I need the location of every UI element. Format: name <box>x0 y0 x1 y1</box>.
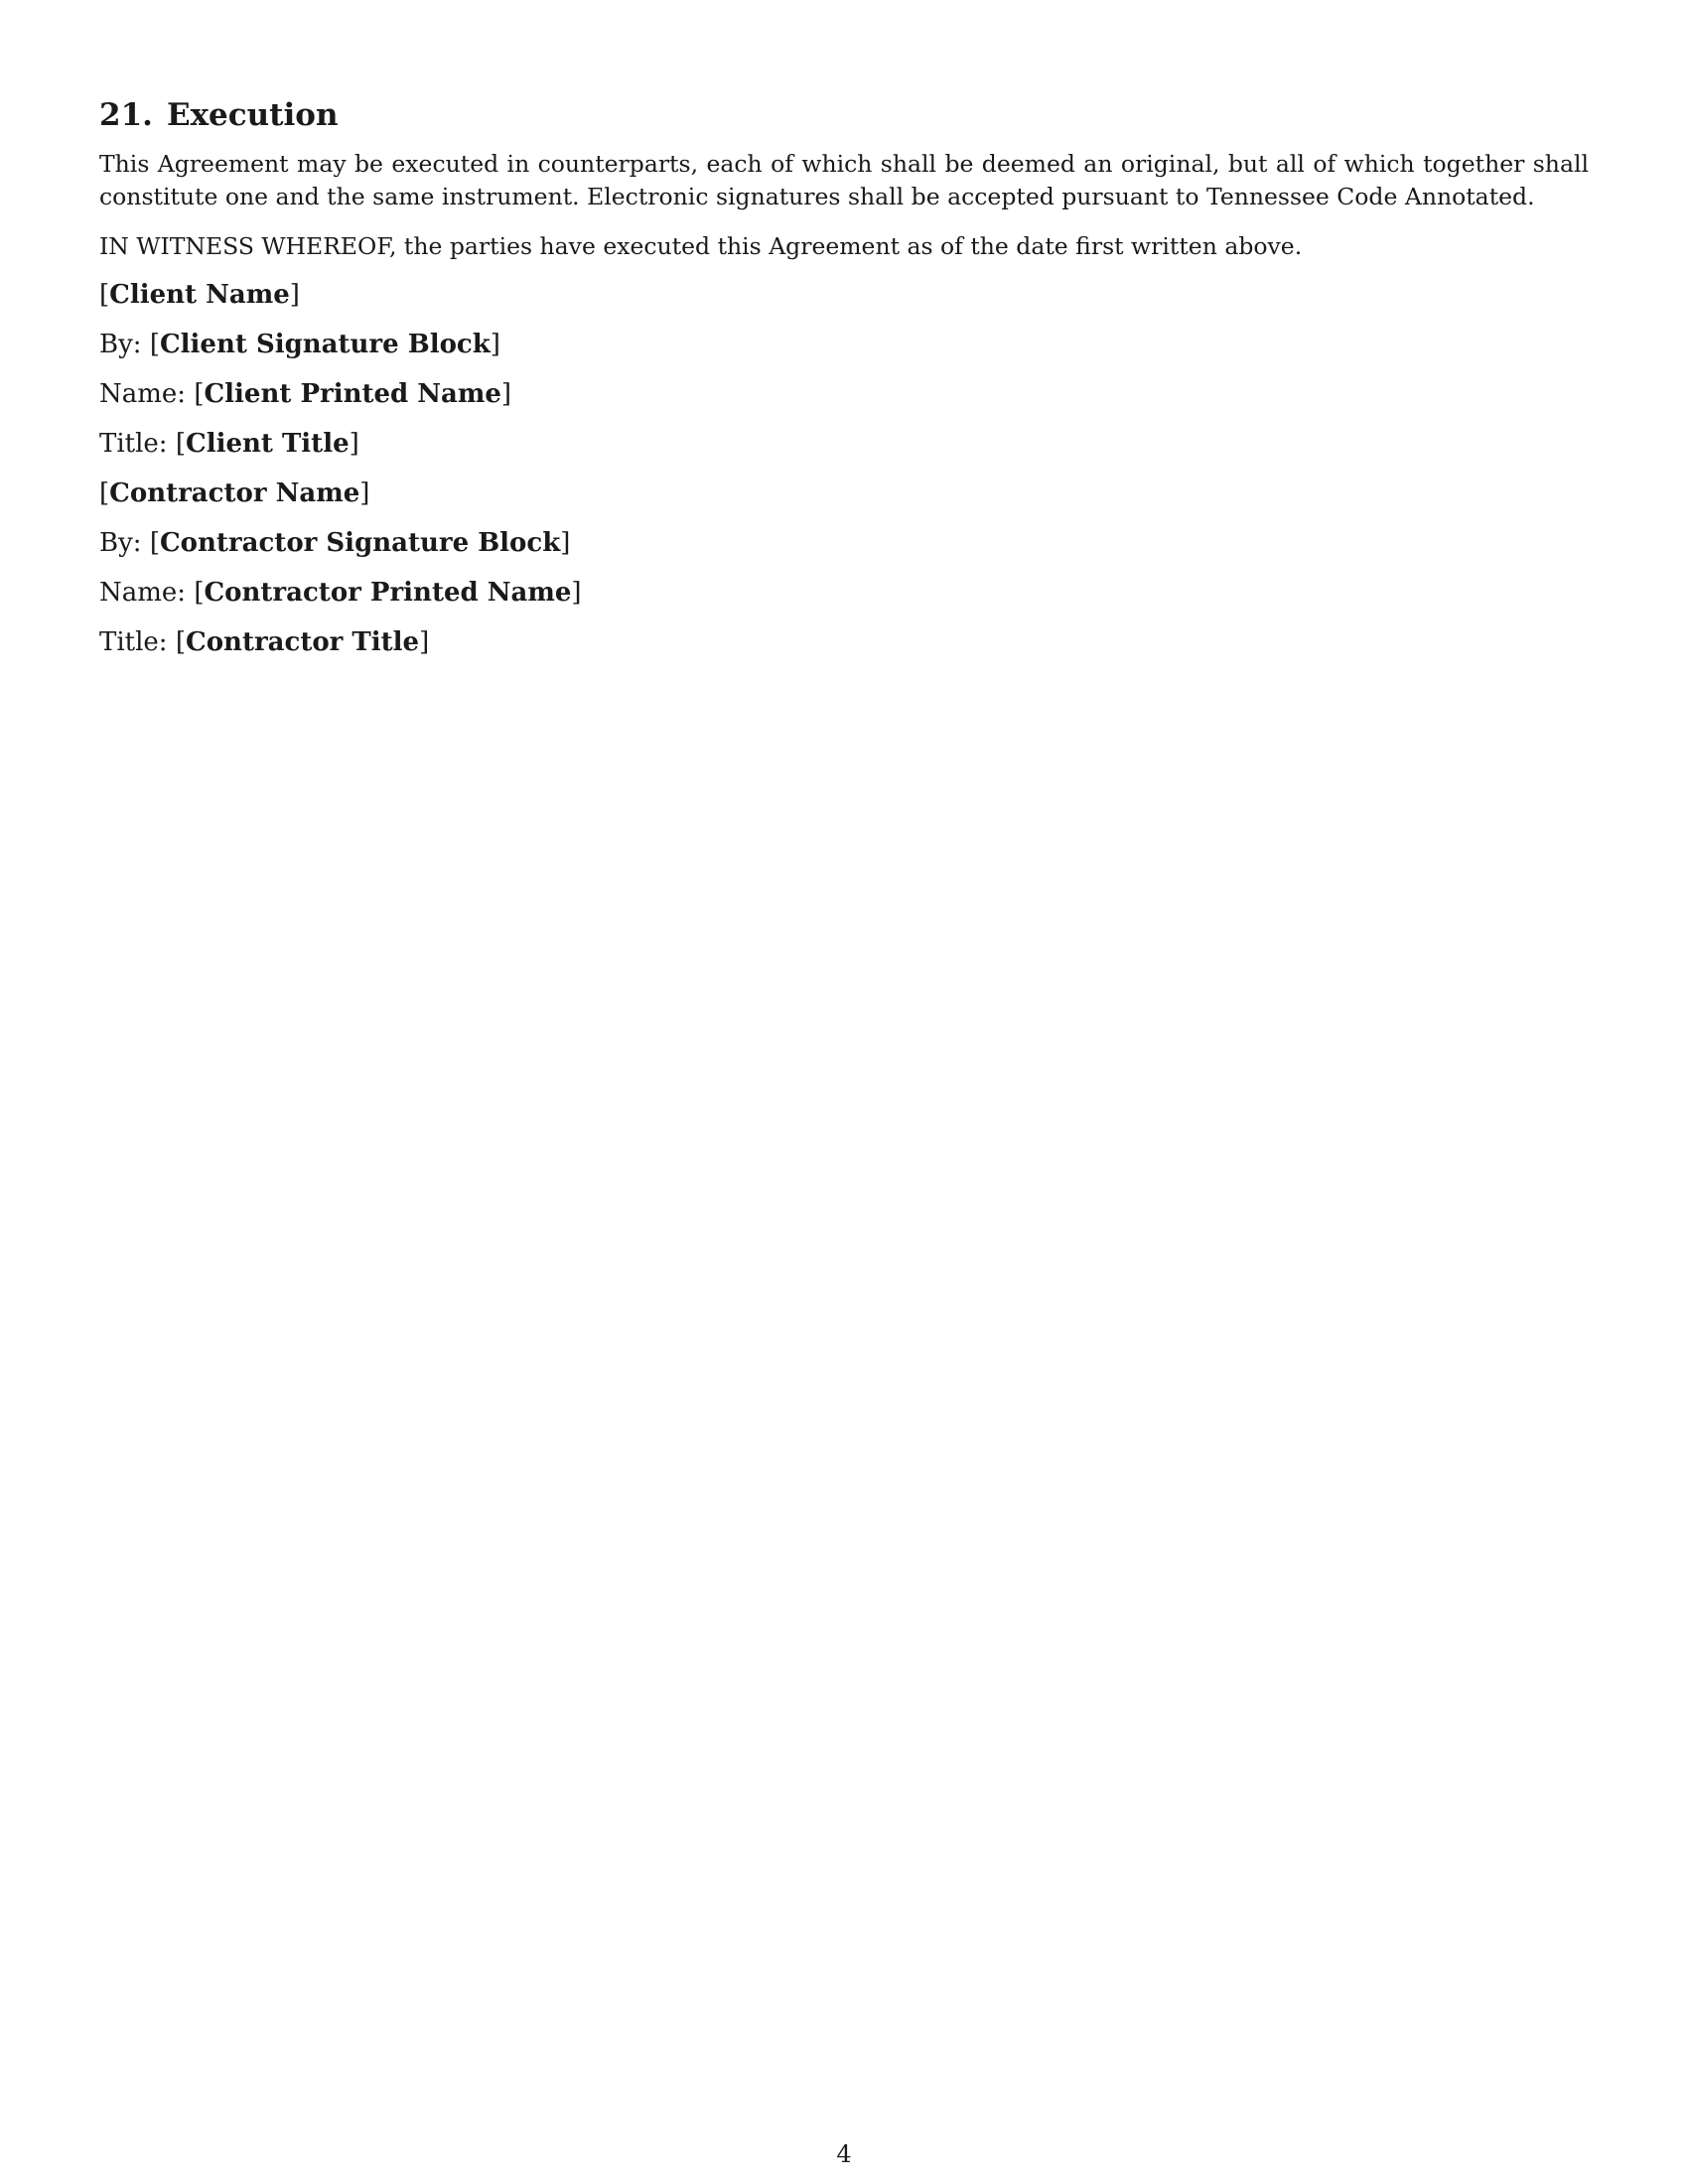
contractor-printed-name-line: Name: [Contractor Printed Name] <box>99 578 582 608</box>
witness-paragraph: IN WITNESS WHEREOF, the parties have executed this Agreement as of the date first written above. <box>99 232 1303 260</box>
client-name-label: Name: <box>99 379 187 409</box>
contractor-title-line: Title: [Contractor Title] <box>99 627 430 657</box>
page-number: 4 <box>836 2140 852 2168</box>
client-title-line: Title: [Client Title] <box>99 429 359 459</box>
contractor-by-line: By: [Contractor Signature Block] <box>99 528 571 558</box>
client-by-line: By: [Client Signature Block] <box>99 330 500 359</box>
client-signature: Client Signature Block <box>159 330 491 359</box>
contractor-title-label: Title: <box>99 627 168 657</box>
document-page <box>99 95 1589 660</box>
contractor-by-label: By: <box>99 528 142 558</box>
section-number: 21. <box>99 97 153 133</box>
client-title: Client Title <box>186 429 350 459</box>
counterparts-paragraph: This Agreement may be executed in counterparts, each of which shall be deemed an original, but all of which together shall constitute one and the same instrument. Electronic signatures shall be accepted pursuant to Tennessee Code Annotated. <box>99 150 1589 210</box>
client-name-line: [Client Name] <box>99 280 300 310</box>
contractor-name-label: Name: <box>99 578 187 608</box>
contractor-signature-section <box>99 476 1589 660</box>
section-title: Execution <box>166 97 339 133</box>
contractor-printed-name: Contractor Printed Name <box>204 578 572 608</box>
client-printed-name: Client Printed Name <box>204 379 501 409</box>
section-heading <box>99 95 1589 135</box>
client-printed-name-line: Name: [Client Printed Name] <box>99 379 512 409</box>
client-signature-section <box>99 277 1589 462</box>
contractor-signature: Contractor Signature Block <box>159 528 561 558</box>
client-name: Client Name <box>109 280 290 310</box>
contractor-name: Contractor Name <box>109 478 360 508</box>
client-by-label: By: <box>99 330 142 359</box>
contractor-title: Contractor Title <box>186 627 420 657</box>
contractor-name-line: [Contractor Name] <box>99 478 370 508</box>
client-title-label: Title: <box>99 429 168 459</box>
